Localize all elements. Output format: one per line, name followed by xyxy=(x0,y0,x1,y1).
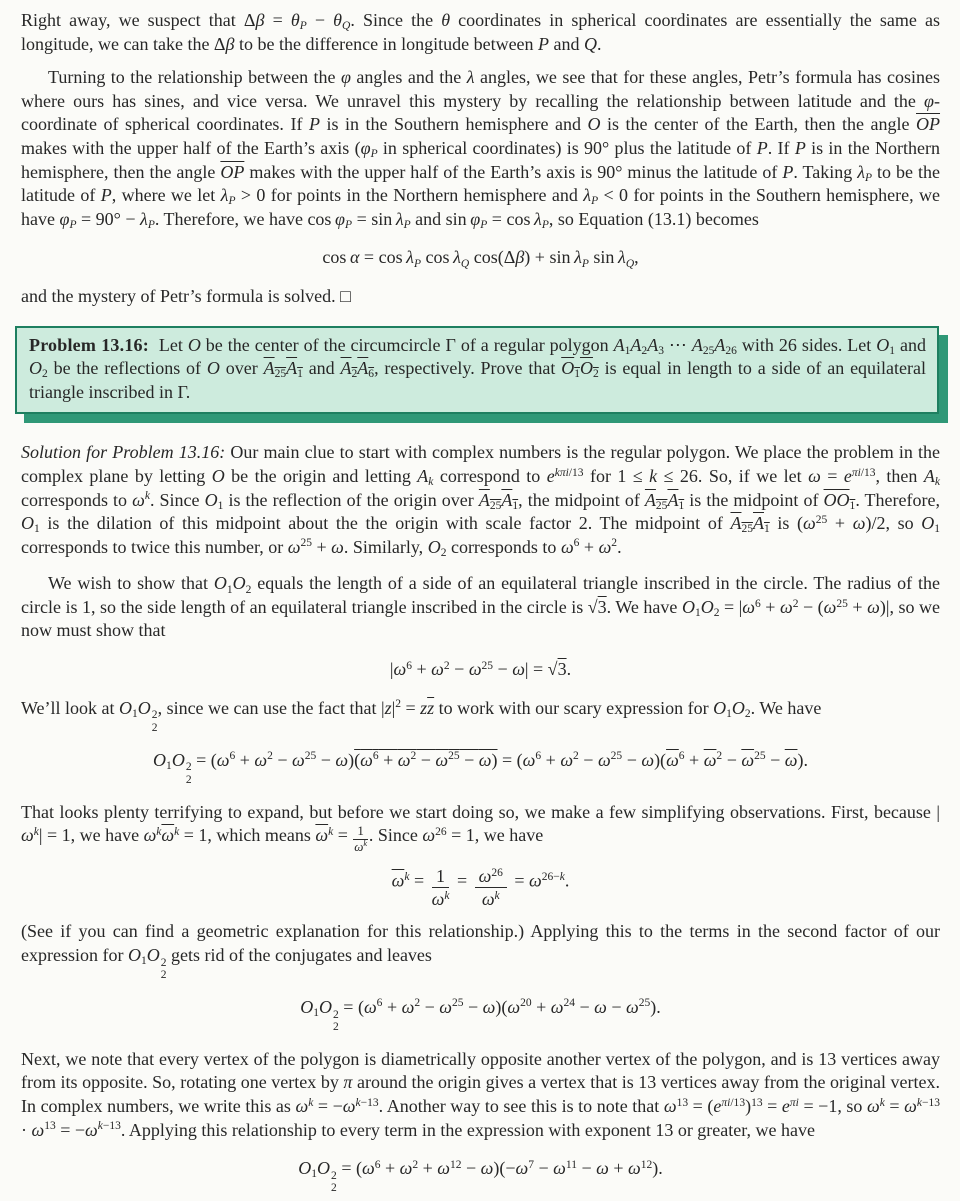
equation-omega-bar-fraction: $\overline{\omega}^k$ = $\frac{1}{\omega^k}$ = $\frac{\omega^{26}}{\omega^k}$ = $\omega^{26-k}$. xyxy=(391,865,570,910)
paragraph-mystery-solved: and the mystery of Petr’s formula is solved. □ xyxy=(21,285,351,306)
paragraph-terrifying-expand: That looks plenty terrifying to expand, but before we start doing so, we make a few simplifying observations. First, because $|\omega^k| = 1$, we have $\omega^k\overline{\omega}^k = 1$, which means $\overline{\omega}^k$ = $\frac{1}{\omega^k}$ . Since $\omega^{26} = 1$, we have xyxy=(21,801,940,854)
equation-conjugate-product: $O_1O$ 2 2 = $(\omega^6 + \omega^2 - \omega^{25} - \omega)(\omega^6 + \omega^2 - \omega^{25} - \omega) = (\omega^6 + \omega^2 - \omega^{25} - \omega)(\overline{\omega}^6 + \overline{\omega}^2 - \overline{\omega}^{25} - \overline{\omega})$. xyxy=(153,749,808,786)
solution-paragraph: Solution for Problem 13.16: Our main clue to start with complex numbers is the regular polygon. We place the problem in the complex plane by letting O be the origin and letting $A_k$ correspond to $e^{k\pi i/13}$ for 1 ≤ k ≤ 26. So, if we let $\omega = e^{\pi i/13}$, then $A_k$ corresponds to $\omega^k$. Since $O_1$ is the reflection of the origin over $A_{25}A_1$, the midpoint of $A_{25}A_1$ is the midpoint of $OO_1$. Therefore, $O_1$ is the dilation of this midpoint about the the origin with scale factor 2. The midpoint of $A_{25}A_1$ is $(\omega^{25} + \omega)/2$, so $O_1$ corresponds to twice this number, or $\omega^{25} + \omega$. Similarly, $O_2$ corresponds to $\omega^6 + \omega^2$. xyxy=(21,442,941,559)
paragraph-we-wish-to-show: We wish to show that $O_1O_2$ equals the length of a side of an equilateral triangle inscribed in the circle. The radius of the circle is 1, so the side length of an equilateral triangle inscribed in the circle is √3. We have $O_1O_2 = |\omega^6 + \omega^2 - (\omega^{25} + \omega)|$, so we now must show that xyxy=(21,573,940,641)
equation-no-conjugates: $O_1O$ 2 2 = $(\omega^6 + \omega^2 - \omega^{25} - \omega)(\omega^{20} + \omega^{24} - \omega - \omega^{25})$. xyxy=(300,996,661,1033)
paragraph-diametrically-opposite: Next, we note that every vertex of the polygon is diametrically opposite another vertex of the polygon, and is 13 vertices away from its opposite. So, rotating one vertex by π around the origin gives a vertex that is 13 vertices away from the original vertex. In complex numbers, we write this as $\omega^k = -\omega^{k-13}$. Another way to see this is to note that $\omega^{13} = (e^{\pi i/13})^{13} = e^{\pi i} = -1$, so $\omega^k = \omega^{k-13} \cdot \omega^{13} = -\omega^{k-13}$. Applying this relationship to every term in the expression with exponent 13 or greater, we have xyxy=(21,1048,941,1140)
paragraph-well-look-at: We’ll look at $O_1O$ 2 2 , since we can use the fact that $|z|^2 = z\overline{z}$ to work with our scary expression for $O_1O_2$. We have xyxy=(21,697,822,734)
paragraph-phi-lambda: Turning to the relationship between the φ angles and the λ angles, we see that for these angles, Petr’s formula has cosines where ours has sines, and vice versa. We unravel this mystery by recalling the relationship between latitude and the φ-coordinate of spherical coordinates. If P is in the Southern hemisphere and O is the center of the Earth, then the angle $\overline{OP}$ makes with the upper half of the Earth’s axis ($\varphi_P$ in spherical coordinates) is 90° plus the latitude of P. If P is in the Northern hemisphere, then the angle $\overline{OP}$ makes with the upper half of the Earth’s axis is 90° minus the latitude of P. Taking $\lambda_P$ to be the latitude of P, where we let $\lambda_P > 0$ for points in the Northern hemisphere and $\lambda_P < 0$ for points in the Southern hemisphere, we have $\varphi_P = 90^\circ - \lambda_P$. Therefore, we have $\cos \varphi_P = \sin \lambda_P$ and $\sin \varphi_P = \cos \lambda_P$, so Equation (13.1) becomes xyxy=(21,67,941,231)
equation-final-reduced: $O_1O$ 2 2 = $(\omega^6 + \omega^2 + \omega^{12} - \omega)(-\omega^7 - \omega^{11} - \omega + \omega^{12})$. xyxy=(298,1158,663,1195)
equation-abs-omega-sqrt3: $|\omega^6 + \omega^2 - \omega^{25} - \omega| = √3$. xyxy=(389,659,572,680)
paragraph-delta-beta: Right away, we suspect that $\Delta\beta = \theta_P - \theta_Q$. Since the θ coordinates in spherical coordinates are essentially the same as longitude, we can take the Δβ to be the difference in longitude between P and Q. xyxy=(21,10,940,54)
problem-box: Problem 13.16: Let O be the center of the circumcircle Γ of a regular polygon $A_1A_2A_3$ ⋯ $A_{25}A_{26}$ with 26 sides. Let $O_1$ and $O_2$ be the reflections of O over $A_{25}A_1$ and $A_2A_6$, respectively. Prove that $O_1O_2$ is equal in length to a side of an equilateral triangle inscribed in Γ. xyxy=(15,326,939,415)
equation-cos-alpha: $\cos \alpha = \cos \lambda_P$ $\cos \lambda_Q$ $\cos(\Delta\beta) + \sin \lambda_P$ $\sin \lambda_Q$, xyxy=(322,247,639,270)
paragraph-geometric-explanation: (See if you can find a geometric explanation for this relationship.) Applying this to the terms in the second factor of our expression for $O_1O$ 2 2 gets rid of the conjugates and leaves xyxy=(21,921,940,981)
